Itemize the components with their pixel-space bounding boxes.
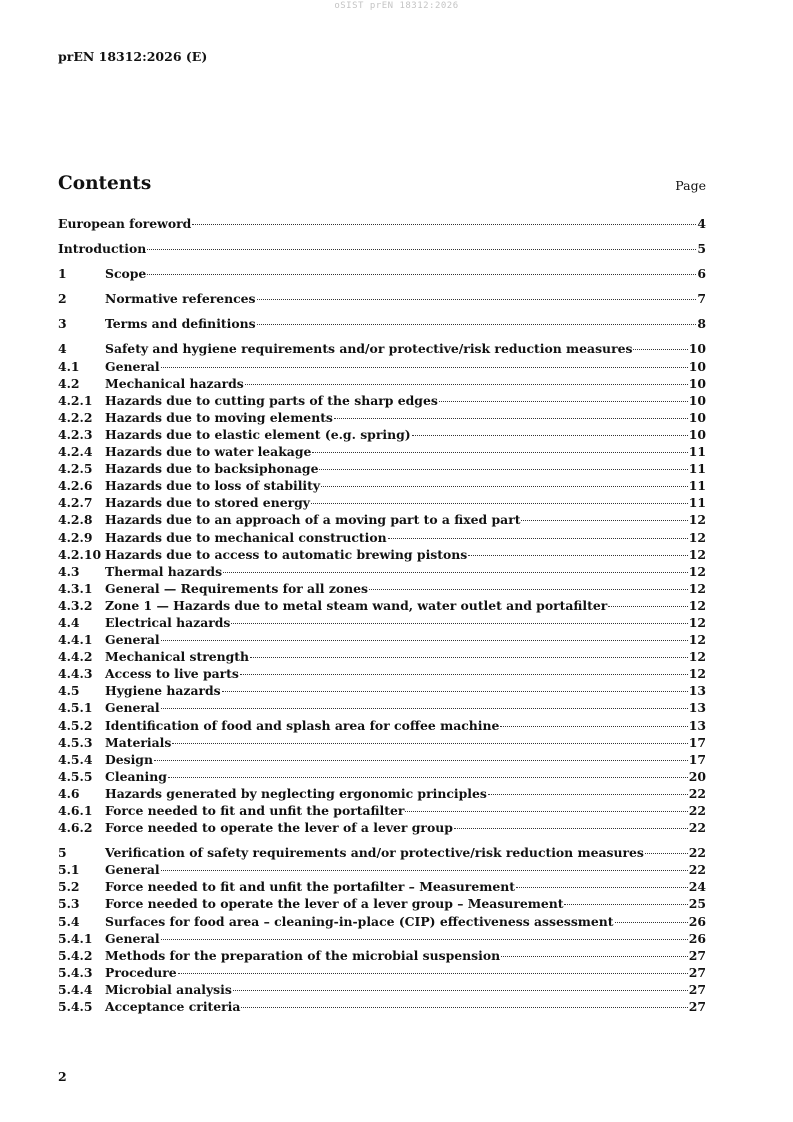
toc-entry-leader (405, 811, 687, 812)
table-of-contents (58, 215, 706, 1015)
toc-entry[interactable] (58, 734, 706, 751)
toc-entry-title: European foreword (58, 216, 192, 231)
toc-entry-page: 10 (688, 392, 706, 408)
toc-entry-page: 12 (688, 666, 706, 682)
toc-entry-leader (223, 572, 688, 573)
contents-title: Contents (58, 173, 152, 194)
toc-entry[interactable] (58, 529, 706, 546)
toc-entry-title: Materials (105, 734, 172, 750)
toc-entry-title: General (105, 930, 160, 946)
toc-entry[interactable] (58, 751, 706, 768)
toc-entry[interactable] (58, 358, 706, 375)
toc-entry-page: 12 (688, 512, 706, 528)
toc-entry-leader (241, 1007, 687, 1008)
toc-entry-page: 11 (688, 444, 706, 460)
toc-entry-page: 13 (688, 717, 706, 733)
toc-entry-leader (633, 349, 687, 350)
toc-entry-leader (172, 743, 687, 744)
toc-entry-title: Hazards due to stored energy (105, 495, 310, 511)
toc-entry[interactable] (58, 494, 706, 511)
toc-entry-page: 12 (688, 529, 706, 545)
toc-entry-leader (222, 691, 688, 692)
toc-entry-page: 27 (688, 981, 706, 997)
toc-entry-title: Design (105, 751, 153, 767)
toc-entry-number: 4.2.6 (58, 478, 93, 494)
toc-entry-page: 12 (688, 632, 706, 648)
toc-entry-page: 17 (688, 751, 706, 767)
toc-entry-page: 20 (688, 768, 706, 784)
toc-entry-leader (240, 674, 688, 675)
toc-entry[interactable] (58, 546, 706, 563)
toc-entry-leader (161, 939, 688, 940)
toc-entry[interactable] (58, 802, 706, 819)
toc-entry-title: Microbial analysis (105, 981, 232, 997)
toc-entry-page: 11 (688, 478, 706, 494)
toc-entry-leader (615, 922, 688, 923)
toc-entry-number: 5.1 (58, 862, 80, 878)
toc-entry[interactable] (58, 717, 706, 734)
toc-entry-page: 8 (697, 316, 706, 332)
toc-entry-number: 4.2.9 (58, 529, 93, 545)
toc-entry-title: Force needed to fit and unfit the portafilter – Measurement (105, 879, 515, 895)
toc-entry-page: 11 (688, 495, 706, 511)
toc-entry-page: 12 (688, 649, 706, 665)
toc-entry-leader (231, 623, 687, 624)
toc-entry-leader (257, 324, 697, 325)
toc-entry-leader (488, 794, 688, 795)
toc-entry-title: Hazards due to cutting parts of the sharp edges (105, 392, 438, 408)
toc-entry-number: 4.5 (58, 683, 80, 699)
toc-entry-title: Force needed to fit and unfit the portafilter (105, 803, 405, 818)
toc-entry-title: Hazards due to access to automatic brewing pistons (105, 546, 468, 562)
toc-entry-title: Acceptance criteria (105, 999, 241, 1015)
toc-entry-title: Mechanical strength (105, 649, 250, 665)
toc-entry-number: 4.2.7 (58, 495, 93, 511)
toc-entry-number: 4.3.2 (58, 597, 93, 613)
page-number: 2 (58, 1069, 67, 1084)
toc-entry-title: Procedure (105, 964, 177, 980)
toc-entry-page: 12 (688, 546, 706, 562)
toc-entry-title: Normative references (105, 291, 256, 307)
toc-entry[interactable] (58, 631, 706, 648)
toc-entry-leader (312, 452, 687, 453)
toc-entry[interactable] (58, 426, 706, 443)
toc-entry-title: Thermal hazards (105, 563, 223, 579)
toc-entry-number: 4.5.3 (58, 734, 93, 750)
toc-entry[interactable] (58, 648, 706, 665)
toc-entry-leader (388, 538, 688, 539)
toc-entry-page: 12 (688, 563, 706, 579)
toc-entry-page: 26 (688, 913, 706, 929)
toc-entry-title: Hazards due to backsiphonage (105, 461, 319, 477)
toc-entry[interactable] (58, 375, 706, 392)
toc-entry-title: Verification of safety requirements and/or protective/risk reduction measures (105, 845, 644, 861)
toc-entry-number: 5.4.2 (58, 947, 93, 963)
toc-entry-page: 10 (688, 409, 706, 425)
toc-entry-page: 4 (697, 216, 706, 231)
toc-entry-title: Hazards due to an approach of a moving part to a fixed part (105, 512, 521, 528)
toc-entry-title: Identification of food and splash area for coffee machine (105, 717, 500, 733)
toc-entry-leader (564, 904, 687, 905)
toc-entry-number: 4.3.1 (58, 580, 93, 596)
toc-entry[interactable] (58, 265, 706, 282)
toc-entry-number: 4.2 (58, 375, 80, 391)
page-column-label: Page (675, 178, 706, 193)
toc-entry-title: Hygiene hazards (105, 683, 221, 699)
toc-entry-page: 17 (688, 734, 706, 750)
toc-entry-page: 27 (688, 999, 706, 1015)
toc-entry-title: Force needed to operate the lever of a lever group – Measurement (105, 896, 564, 912)
toc-entry-title: Scope (105, 266, 147, 282)
toc-entry-number: 4.5.1 (58, 700, 93, 716)
toc-entry-leader (245, 384, 688, 385)
toc-entry-leader (257, 299, 697, 300)
toc-entry-number: 4.4.3 (58, 666, 93, 682)
toc-entry[interactable] (58, 861, 706, 878)
toc-entry-title: Hazards due to mechanical construction (105, 529, 387, 545)
toc-entry-leader (454, 828, 688, 829)
toc-entry-leader (161, 708, 688, 709)
toc-entry-leader (516, 887, 688, 888)
toc-entry-number: 4.6.1 (58, 803, 93, 818)
toc-entry-leader (521, 520, 687, 521)
toc-entry-number: 2 (58, 291, 67, 307)
toc-entry[interactable] (58, 699, 706, 716)
toc-entry[interactable] (58, 340, 706, 357)
toc-entry-title: Terms and definitions (105, 316, 256, 332)
toc-entry-leader (154, 760, 688, 761)
toc-entry-title: Hazards due to moving elements (105, 409, 333, 425)
toc-entry-page: 22 (688, 845, 706, 861)
toc-entry-number: 4.2.2 (58, 409, 93, 425)
toc-entry-page: 12 (688, 597, 706, 613)
toc-entry[interactable] (58, 315, 706, 332)
toc-entry-page: 24 (688, 879, 706, 895)
toc-entry-page: 12 (688, 580, 706, 596)
toc-entry-page: 7 (697, 291, 706, 307)
toc-entry-page: 13 (688, 700, 706, 716)
toc-entry[interactable] (58, 819, 706, 836)
toc-entry[interactable] (58, 460, 706, 477)
toc-entry-leader (439, 401, 688, 402)
toc-entry[interactable] (58, 240, 706, 257)
watermark: oSIST prEN 18312:2026 (334, 1, 459, 11)
toc-entry-leader (168, 777, 688, 778)
toc-entry-leader (250, 657, 688, 658)
toc-entry-page: 10 (688, 375, 706, 391)
toc-entry[interactable] (58, 665, 706, 682)
toc-entry-title: Access to live parts (105, 666, 239, 682)
toc-entry-page: 10 (688, 341, 706, 357)
toc-entry-leader (468, 555, 688, 556)
toc-entry-number: 4 (58, 341, 67, 357)
toc-entry-page: 22 (688, 785, 706, 801)
toc-entry-leader (500, 726, 687, 727)
toc-entry-number: 4.5.4 (58, 751, 93, 767)
toc-entry[interactable] (58, 409, 706, 426)
toc-entry-page: 13 (688, 683, 706, 699)
toc-entry-page: 22 (688, 862, 706, 878)
toc-entry[interactable] (58, 215, 706, 232)
toc-entry[interactable] (58, 768, 706, 785)
toc-entry[interactable] (58, 580, 706, 597)
toc-entry-number: 4.2.4 (58, 444, 93, 460)
toc-entry-title: Electrical hazards (105, 614, 231, 630)
toc-entry-page: 27 (688, 947, 706, 963)
toc-entry-number: 4.4.2 (58, 649, 93, 665)
toc-entry[interactable] (58, 998, 706, 1015)
toc-entry-leader (161, 640, 688, 641)
toc-entry-number: 5.4.4 (58, 981, 93, 997)
toc-entry-number: 4.5.2 (58, 717, 93, 733)
toc-entry-leader (161, 870, 688, 871)
toc-entry-number: 4.2.3 (58, 426, 93, 442)
toc-entry-title: Cleaning (105, 768, 167, 784)
toc-entry-number: 5.4.5 (58, 999, 93, 1015)
toc-entry-leader (233, 990, 688, 991)
toc-entry-number: 4.2.10 (58, 546, 102, 562)
toc-entry-number: 3 (58, 316, 67, 332)
toc-entry-leader (369, 589, 688, 590)
toc-entry-number: 4.4.1 (58, 632, 93, 648)
toc-entry-title: Zone 1 — Hazards due to metal steam wand, water outlet and portafilter (105, 597, 608, 613)
toc-entry[interactable] (58, 614, 706, 631)
toc-entry-title: Introduction (58, 241, 147, 257)
toc-entry[interactable] (58, 443, 706, 460)
toc-entry[interactable] (58, 930, 706, 947)
toc-entry-title: Hazards generated by neglecting ergonomic principles (105, 785, 487, 801)
toc-entry-page: 22 (688, 820, 706, 836)
toc-entry-number: 5.4.3 (58, 964, 93, 980)
toc-entry-title: Force needed to operate the lever of a lever group (105, 820, 453, 836)
toc-entry-leader (412, 435, 688, 436)
toc-entry-page: 10 (688, 426, 706, 442)
toc-entry-title: General (105, 632, 160, 648)
toc-entry-title: Safety and hygiene requirements and/or protective/risk reduction measures (105, 341, 633, 357)
toc-entry-page: 26 (688, 930, 706, 946)
toc-entry-number: 4.5.5 (58, 768, 93, 784)
toc-entry-leader (192, 224, 696, 225)
toc-entry-leader (178, 973, 688, 974)
toc-entry-page: 5 (697, 241, 706, 257)
toc-entry-title: Methods for the preparation of the microbial suspension (105, 947, 501, 963)
toc-entry-number: 4.3 (58, 563, 80, 579)
toc-entry-page: 22 (688, 803, 706, 818)
toc-entry[interactable] (58, 392, 706, 409)
toc-entry-leader (645, 853, 688, 854)
toc-entry-number: 4.1 (58, 358, 80, 374)
toc-entry-leader (334, 418, 688, 419)
toc-entry-title: Mechanical hazards (105, 375, 244, 391)
toc-entry-number: 4.2.1 (58, 392, 93, 408)
toc-entry-number: 5.4.1 (58, 930, 93, 946)
toc-entry[interactable] (58, 844, 706, 861)
toc-entry-leader (147, 249, 696, 250)
toc-entry-leader (321, 486, 688, 487)
toc-entry-title: General (105, 700, 160, 716)
toc-entry[interactable] (58, 477, 706, 494)
toc-entry-number: 1 (58, 266, 67, 282)
toc-entry[interactable] (58, 947, 706, 964)
toc-entry-page: 27 (688, 964, 706, 980)
toc-entry-number: 5.2 (58, 879, 80, 895)
toc-entry-page: 12 (688, 614, 706, 630)
toc-entry-number: 5.3 (58, 896, 80, 912)
toc-entry-page: 11 (688, 461, 706, 477)
toc-entry-title: Hazards due to loss of stability (105, 478, 321, 494)
toc-entry-title: Hazards due to water leakage (105, 444, 312, 460)
toc-entry-number: 4.6 (58, 785, 80, 801)
toc-entry-leader (311, 503, 688, 504)
toc-entry-page: 10 (688, 358, 706, 374)
toc-entry-page: 25 (688, 896, 706, 912)
toc-entry[interactable] (58, 597, 706, 614)
toc-entry-title: General (105, 358, 160, 374)
toc-entry[interactable] (58, 785, 706, 802)
toc-entry[interactable] (58, 895, 706, 912)
toc-entry-leader (501, 956, 688, 957)
toc-entry-number: 5.4 (58, 913, 80, 929)
toc-entry-leader (161, 367, 688, 368)
toc-entry[interactable] (58, 511, 706, 528)
toc-entry-title: Surfaces for food area – cleaning-in-place (CIP) effectiveness assessment (105, 913, 614, 929)
document-id: prEN 18312:2026 (E) (58, 49, 208, 64)
toc-entry[interactable] (58, 682, 706, 699)
toc-entry-title: Hazards due to elastic element (e.g. spring) (105, 426, 411, 442)
toc-entry-number: 5 (58, 845, 67, 861)
toc-entry[interactable] (58, 981, 706, 998)
toc-entry-number: 4.2.8 (58, 512, 93, 528)
toc-entry-leader (608, 606, 688, 607)
toc-entry-number: 4.2.5 (58, 461, 93, 477)
toc-entry[interactable] (58, 878, 706, 895)
toc-entry-leader (147, 274, 696, 275)
toc-entry-number: 4.6.2 (58, 820, 93, 836)
toc-entry-title: General (105, 862, 160, 878)
toc-entry-page: 6 (697, 266, 706, 282)
toc-entry-number: 4.4 (58, 614, 80, 630)
toc-entry[interactable] (58, 290, 706, 307)
toc-entry[interactable] (58, 964, 706, 981)
toc-entry[interactable] (58, 563, 706, 580)
toc-entry-leader (319, 469, 687, 470)
toc-entry-title: General — Requirements for all zones (105, 580, 368, 596)
toc-entry[interactable] (58, 913, 706, 930)
